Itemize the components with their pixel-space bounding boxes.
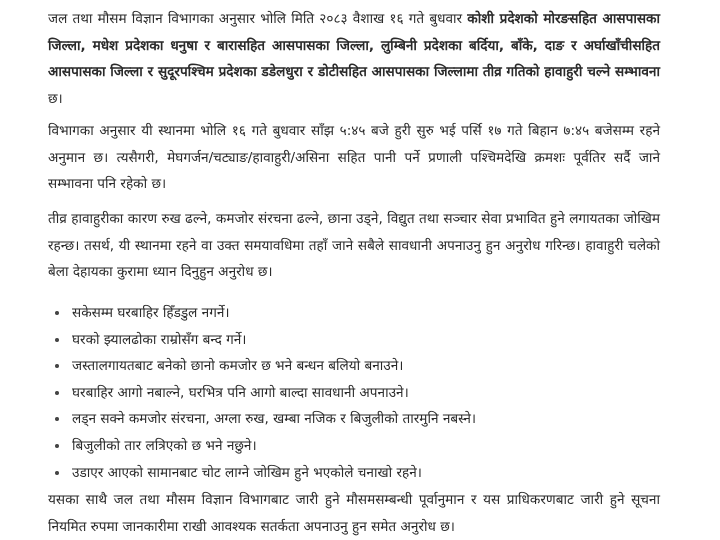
bullet-icon	[55, 444, 59, 448]
list-item	[48, 433, 668, 460]
affected-districts: कोशी प्रदेशको मोरङसहित आसपासका जिल्ला, मधेश प्रदेशका धनुषा र बारासहित आसपासका जिल्ला, लुम्बिनी प्रदेशका बर्दिया, बाँके, दाङ र अर्घाखाँचीसहित आसपासका जिल्ला र सुदूरपश्चिम प्रदेशका डडेलधुरा र डोटीसहित आसपासका जिल्लामा तीव्र गतिको हावाहुरी चल्ने सम्भावना	[48, 11, 660, 80]
list-item-text: बिजुलीको तार लत्रिएको छ भने नछुने।	[72, 437, 257, 454]
bullet-icon	[55, 311, 59, 315]
bullet-icon	[55, 364, 59, 368]
list-item	[48, 300, 668, 327]
list-item	[48, 460, 668, 487]
forecast-intro: जल तथा मौसम विज्ञान विभागका अनुसार भोलि मिति २०८३ वैशाख १६ गते बुधवार	[48, 11, 468, 27]
forecast-paragraph	[48, 6, 660, 112]
list-item-text: सकेसम्म घरबाहिर हिँडडुल नगर्ने।	[72, 305, 230, 321]
list-item	[48, 353, 668, 380]
forecast-end: छ।	[48, 90, 63, 107]
bullet-icon	[55, 338, 59, 342]
list-item-text: लड्न सक्ने कमजोर संरचना, अग्ला रुख, खम्बा नजिक र बिजुलीको तारमुनि नबस्ने।	[72, 411, 477, 428]
list-item-text: उडाएर आएको सामानबाट चोट लाग्ने जोखिम हुने भएकोले चनाखो रहने।	[72, 464, 422, 481]
closing-paragraph: यसका साथै जल तथा मौसम विज्ञान विभागबाट जारी हुने मौसमसम्बन्धी पूर्वानुमान र यस प्राधिकरणबाट जारी हुने सूचना नियमित रुपमा जानकारीमा राखी आवश्यक सतर्कता अपनाउनु हुन समेत अनुरोध छ।	[48, 492, 660, 535]
bullet-icon	[55, 417, 59, 421]
risk-paragraph: तीव्र हावाहुरीका कारण रुख ढल्ने, कमजोर संरचना ढल्ने, छाना उड्ने, विद्युत तथा सञ्चार सेवा प्रभावित हुने लगायतका जोखिम रहन्छ। तसर्थ, यी स्थानमा रहने वा उक्त समयावधिमा तहाँ जाने सबैले सावधानी अपनाउनु हुन अनुरोध गरिन्छ। हावाहुरी चलेको बेला देहायका कुरामा ध्यान दिनुहुन अनुरोध छ।	[48, 211, 660, 280]
bullet-icon	[55, 471, 59, 475]
bullet-icon	[55, 391, 59, 395]
list-item-text: घरबाहिर आगो नबाल्ने, घरभित्र पनि आगो बाल्दा सावधानी अपनाउने।	[72, 384, 409, 401]
list-item-text: जस्तालगायतबाट बनेको छानो कमजोर छ भने बन्धन बलियो बनाउने।	[72, 358, 404, 375]
timing-paragraph: विभागका अनुसार यी स्थानमा भोलि १६ गते बुधवार साँझ ५:४५ बजे हुरी सुरु भई पर्सि १७ गते बिहान ७:४५ बजेसम्म रहने अनुमान छ। त्यसैगरी, मेघगर्जन/चट्याङ/हावाहुरी/असिना सहित पानी पर्ने प्रणाली पश्चिमदेखि क्रमशः पूर्वतिर सर्दै जाने सम्भावना पनि रहेको छ।	[48, 123, 660, 192]
list-item	[48, 327, 668, 354]
list-item-text: घरको झ्यालढोका राम्रोसँग बन्द गर्ने।	[72, 331, 247, 348]
list-item	[48, 406, 668, 433]
precaution-list	[48, 300, 668, 486]
list-item	[48, 380, 668, 407]
